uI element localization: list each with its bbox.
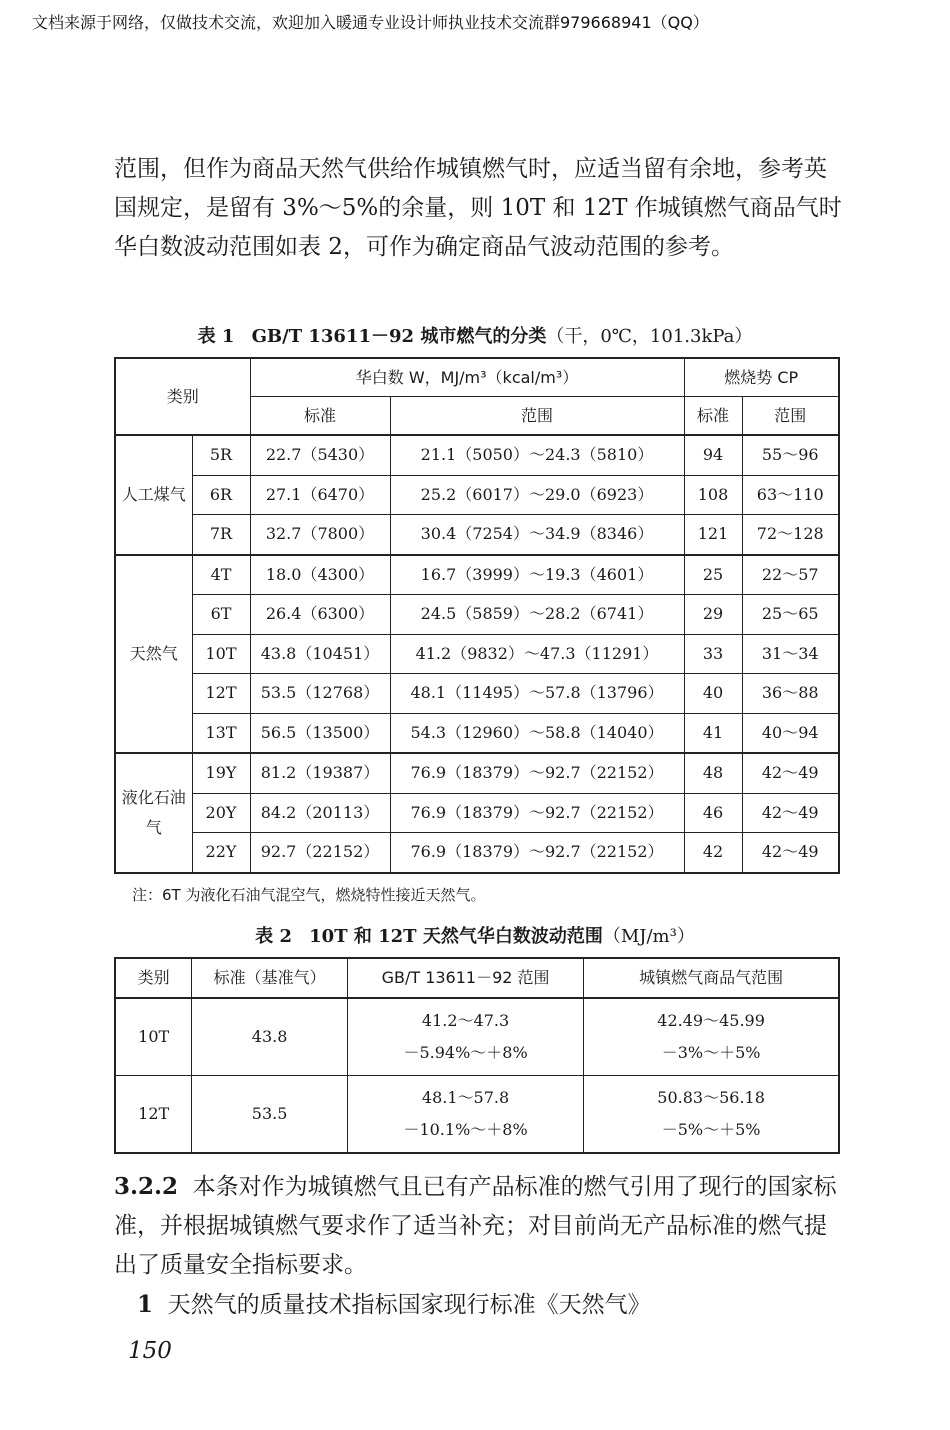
wobbe-standard: 22.7（5430） [250,435,390,475]
table-row [115,674,839,714]
item-paragraph [114,1285,842,1325]
gas-code: 22Y [192,833,250,873]
table-row [115,753,839,793]
wobbe-standard: 32.7（7800） [250,515,390,555]
header-cp-standard: 标准 [684,397,742,436]
header-wobbe-range: 范围 [390,397,684,436]
header-combustion-potential: 燃烧势 CP [684,358,839,397]
table-row [115,475,839,515]
table-row [115,435,839,475]
cp-range: 72～128 [742,515,839,555]
gas-code: 6R [192,475,250,515]
gas-code: 19Y [192,753,250,793]
gas-code: 7R [192,515,250,555]
city-range-percent: －3%～＋5% [661,1043,761,1062]
group-lpg: 液化石油气 [115,753,192,873]
watermark-text: 文档来源于网络，仅做技术交流，欢迎加入暖通专业设计师执业技术交流群979668941（QQ） [32,13,709,32]
gas-code: 4T [192,555,250,595]
city-range-value: 42.49～45.99 [657,1011,765,1030]
cp-standard: 46 [684,793,742,833]
item-number: 1 [137,1291,154,1318]
wobbe-standard: 81.2（19387） [250,753,390,793]
table2-caption-title: 10T 和 12T 天然气华白数波动范围 [309,926,603,947]
section-paragraph [114,1167,842,1285]
table-row [115,555,839,595]
cp-range: 42～49 [742,833,839,873]
page-number: 150 [128,1338,172,1364]
wobbe-fluctuation-table [114,957,840,1154]
standard-value: 43.8 [192,998,348,1076]
wobbe-range: 76.9（18379）～92.7（22152） [390,833,684,873]
table2-caption [0,922,950,948]
item-text: 天然气的质量技术指标国家现行标准《天然气》 [167,1292,651,1318]
wobbe-range: 21.1（5050）～24.3（5810） [390,435,684,475]
wobbe-range: 41.2（9832）～47.3（11291） [390,634,684,674]
cp-standard: 41 [684,713,742,753]
table-row [115,713,839,753]
table-row [115,634,839,674]
wobbe-range: 48.1（11495）～57.8（13796） [390,674,684,714]
cp-standard: 121 [684,515,742,555]
city-range-percent: －5%～＋5% [661,1120,761,1139]
wobbe-range: 16.7（3999）～19.3（4601） [390,555,684,595]
header-gb-range: GB/T 13611－92 范围 [347,958,583,998]
table-row [115,595,839,635]
table1-caption [0,322,950,348]
header-standard-base-gas: 标准（基准气） [192,958,348,998]
gas-code: 12T [115,1076,192,1154]
group-natural-gas: 天然气 [115,555,192,754]
cp-range: 36～88 [742,674,839,714]
cp-range: 31～34 [742,634,839,674]
table-row [115,515,839,555]
header-city-gas-range: 城镇燃气商品气范围 [584,958,839,998]
wobbe-standard: 53.5（12768） [250,674,390,714]
cp-range: 55～96 [742,435,839,475]
table-row [115,833,839,873]
table1-caption-condition: （干，0℃，101.3kPa） [546,326,753,347]
section-number: 3.2.2 [114,1173,179,1200]
gb-range-percent: －10.1%～＋8% [403,1120,528,1139]
cp-standard: 108 [684,475,742,515]
cp-range: 63～110 [742,475,839,515]
cp-standard: 94 [684,435,742,475]
group-manufactured-gas: 人工煤气 [115,435,192,555]
gas-code: 12T [192,674,250,714]
gb-range-cell [347,998,583,1076]
wobbe-standard: 84.2（20113） [250,793,390,833]
cp-range: 40～94 [742,713,839,753]
header-wobbe-index: 华白数 W，MJ/m³（kcal/m³） [250,358,684,397]
gas-code: 5R [192,435,250,475]
table-row [115,1076,839,1154]
wobbe-range: 54.3（12960）～58.8（14040） [390,713,684,753]
city-range-cell [584,1076,839,1154]
gb-range-value: 48.1～57.8 [421,1088,510,1107]
cp-standard: 33 [684,634,742,674]
cp-standard: 40 [684,674,742,714]
wobbe-standard: 92.7（22152） [250,833,390,873]
table2-caption-label: 表 2 [255,926,292,947]
header-category: 类别 [115,358,250,435]
wobbe-range: 30.4（7254）～34.9（8346） [390,515,684,555]
table1-caption-label: 表 1 [197,326,235,347]
wobbe-standard: 56.5（13500） [250,713,390,753]
header-wobbe-standard: 标准 [250,397,390,436]
wobbe-standard: 27.1（6470） [250,475,390,515]
table-row [115,793,839,833]
cp-standard: 29 [684,595,742,635]
wobbe-standard: 18.0（4300） [250,555,390,595]
wobbe-standard: 43.8（10451） [250,634,390,674]
wobbe-range: 76.9（18379）～92.7（22152） [390,793,684,833]
city-range-cell [584,998,839,1076]
gas-code: 10T [115,998,192,1076]
wobbe-range: 24.5（5859）～28.2（6741） [390,595,684,635]
table1-note: 注：6T 为液化石油气混空气，燃烧特性接近天然气。 [132,886,486,904]
cp-range: 42～49 [742,753,839,793]
wobbe-range: 25.2（6017）～29.0（6923） [390,475,684,515]
gas-code: 20Y [192,793,250,833]
gb-range-value: 41.2～47.3 [421,1011,510,1030]
header-category: 类别 [115,958,192,998]
cp-range: 22～57 [742,555,839,595]
intro-paragraph: 范围，但作为商品天然气供给作城镇燃气时，应适当留有余地，参考英国规定，是留有 3%～5%的余量，则 10T 和 12T 作城镇燃气商品气时华白数波动范围如表 2，可作为确定商品气波动范围的参考。 [114,156,842,260]
city-range-value: 50.83～56.18 [657,1088,765,1107]
gas-classification-table [114,357,840,874]
cp-standard: 48 [684,753,742,793]
cp-standard: 25 [684,555,742,595]
table2-caption-unit: （MJ/m³） [602,926,695,947]
table1-caption-title: GB/T 13611－92 城市燃气的分类 [251,326,547,347]
section-text: 本条对作为城镇燃气且已有产品标准的燃气引用了现行的国家标准，并根据城镇燃气要求作了适当补充；对目前尚无产品标准的燃气提出了质量安全指标要求。 [114,1174,837,1278]
cp-range: 42～49 [742,793,839,833]
table-row [115,998,839,1076]
gas-code: 10T [192,634,250,674]
wobbe-range: 76.9（18379）～92.7（22152） [390,753,684,793]
gb-range-cell [347,1076,583,1154]
cp-range: 25～65 [742,595,839,635]
standard-value: 53.5 [192,1076,348,1154]
gb-range-percent: －5.94%～＋8% [403,1043,528,1062]
cp-standard: 42 [684,833,742,873]
gas-code: 13T [192,713,250,753]
wobbe-standard: 26.4（6300） [250,595,390,635]
gas-code: 6T [192,595,250,635]
header-cp-range: 范围 [742,397,839,436]
